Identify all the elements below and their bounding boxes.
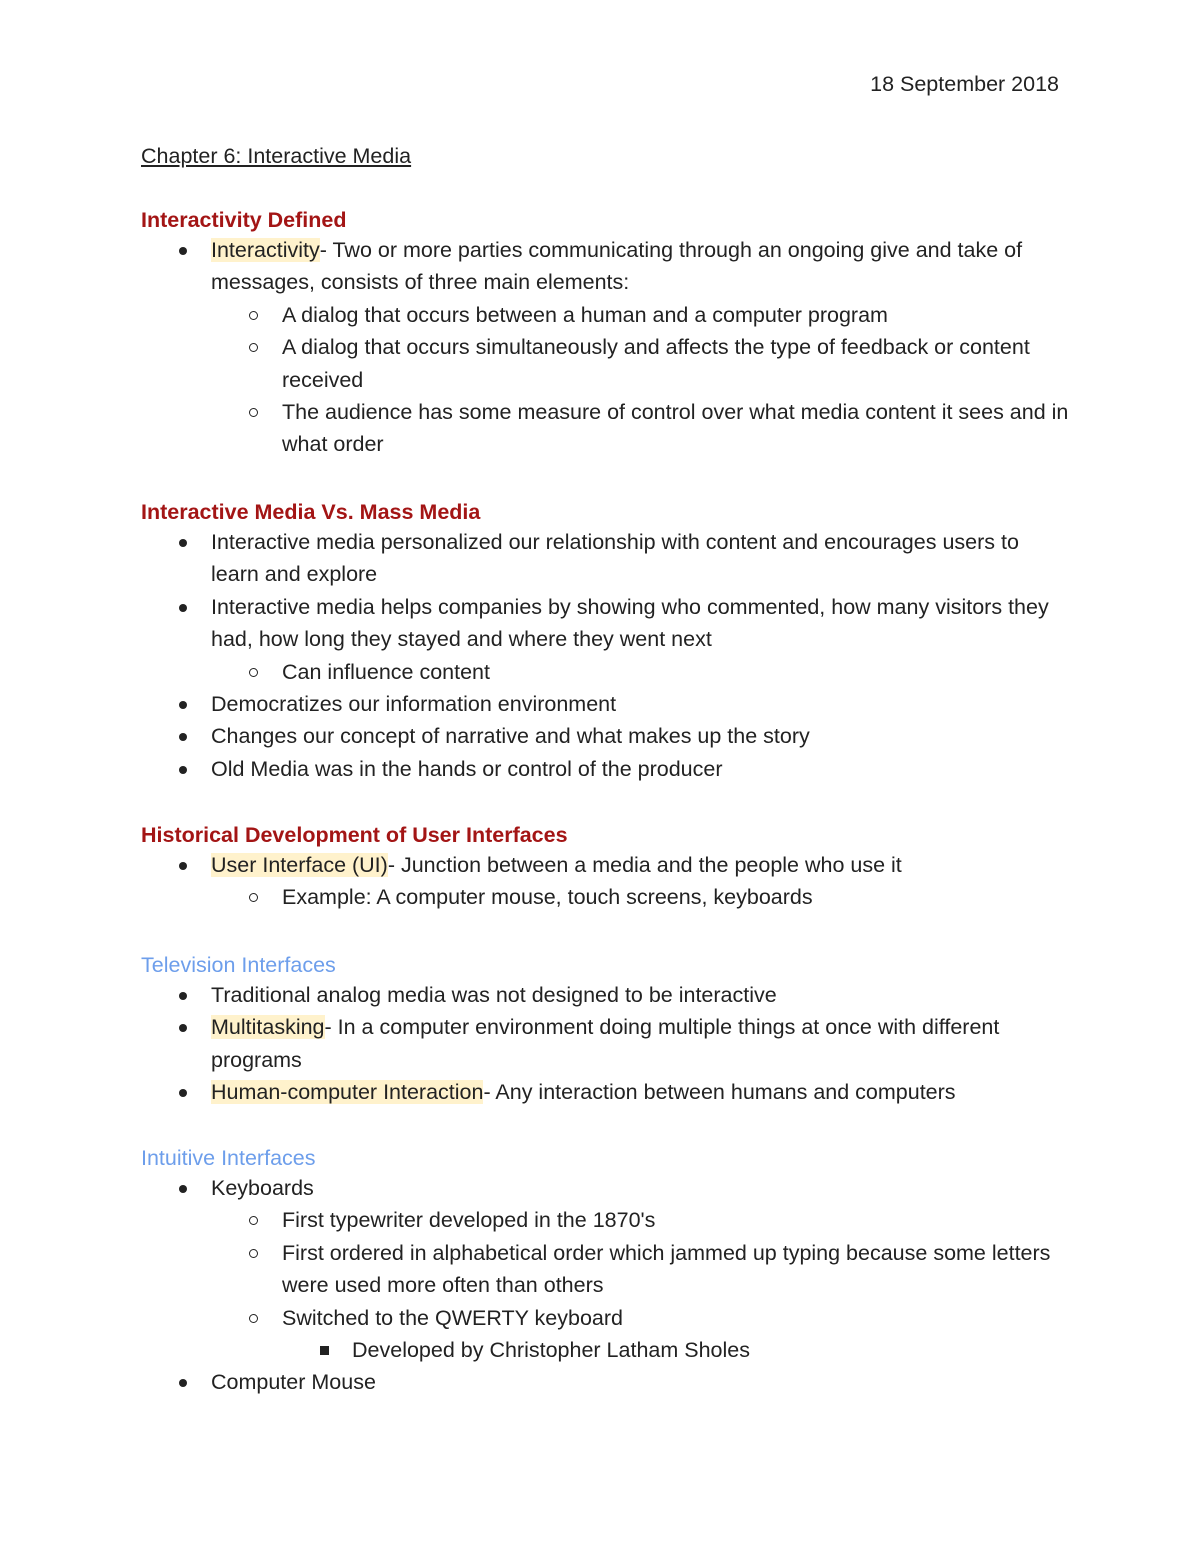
subsection-heading: Television Interfaces — [141, 953, 336, 977]
sub-list-item: Switched to the QWERTY keyboard — [282, 1302, 1071, 1334]
list-item: Old Media was in the hands or control of the producer — [211, 753, 1071, 785]
sub-list-item: A dialog that occurs between a human and a computer program — [282, 299, 1071, 331]
list-item: Traditional analog media was not designed to be interactive — [211, 979, 1071, 1011]
section-intuitive-interfaces — [141, 1144, 1071, 1399]
highlighted-term: Interactivity — [211, 238, 320, 262]
list-item-text: - Junction between a media and the people who use it — [387, 853, 902, 877]
highlighted-term: Human-computer Interaction — [211, 1080, 484, 1105]
sub-list-item: First ordered in alphabetical order which jammed up typing because some letters were used more often than others — [282, 1237, 1071, 1302]
list-item: Changes our concept of narrative and what makes up the story — [211, 720, 1071, 752]
list-item — [211, 1011, 1071, 1076]
list-item: Computer Mouse — [211, 1366, 1071, 1398]
sub-list-item: First typewriter developed in the 1870's — [282, 1204, 1071, 1236]
list-item: Keyboards — [211, 1172, 1071, 1204]
highlighted-term: User Interface (UI) — [211, 853, 388, 877]
subsection-heading: Intuitive Interfaces — [141, 1146, 316, 1170]
list-item-text: - Two or more parties communicating through an ongoing give and take of messages, consists of three main elements: — [211, 238, 1023, 295]
section-television-interfaces — [141, 951, 1071, 1109]
section-heading: Interactive Media Vs. Mass Media — [141, 500, 481, 524]
section-heading: Historical Development of User Interfaces — [141, 823, 568, 847]
document-title: Chapter 6: Interactive Media — [141, 144, 412, 168]
section-heading: Interactivity Defined — [141, 208, 347, 232]
list-item-text: - In a computer environment doing multiple things at once with different programs — [211, 1015, 1000, 1072]
highlighted-term: Multitasking — [211, 1015, 325, 1040]
sub-list-item: Example: A computer mouse, touch screens, keyboards — [282, 881, 1071, 913]
list-item — [211, 1076, 1071, 1108]
section-interactive-vs-mass-media — [141, 498, 1071, 785]
list-item: Interactive media personalized our relationship with content and encourages users to learn and explore — [211, 526, 1071, 591]
list-item — [211, 849, 1071, 881]
list-item: Interactive media helps companies by showing who commented, how many visitors they had, how long they stayed and where they went next — [211, 591, 1071, 656]
list-item: Democratizes our information environment — [211, 688, 1071, 720]
sub-list-item: The audience has some measure of control over what media content it sees and in what order — [282, 396, 1071, 461]
section-historical-development — [141, 821, 1071, 914]
document-date: 18 September 2018 — [870, 72, 1059, 96]
sub-sub-list-item: Developed by Christopher Latham Sholes — [352, 1334, 1071, 1366]
list-item-text: - Any interaction between humans and computers — [483, 1080, 956, 1105]
sub-list-item: Can influence content — [282, 656, 1071, 688]
section-interactivity-defined — [141, 206, 1071, 461]
list-item — [211, 234, 1071, 299]
sub-list-item: A dialog that occurs simultaneously and affects the type of feedback or content received — [282, 331, 1071, 396]
